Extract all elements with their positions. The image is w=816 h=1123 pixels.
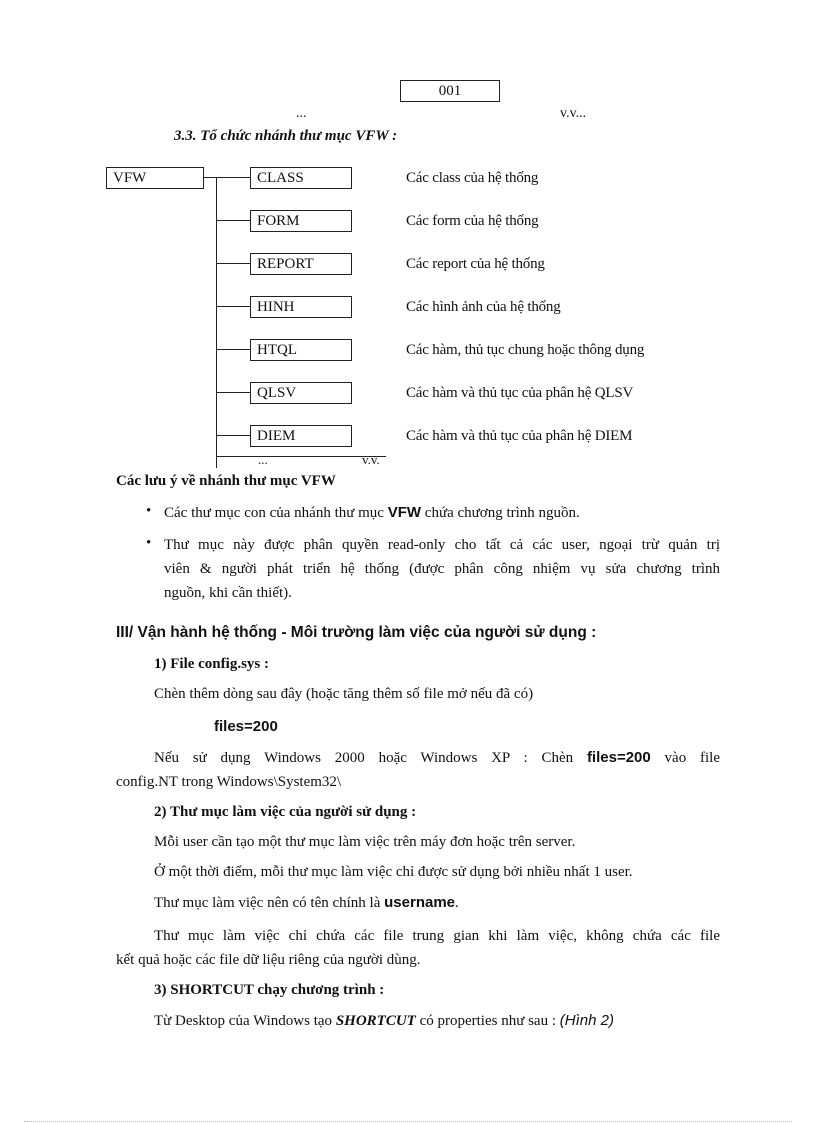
code-box: 001 [400, 80, 500, 102]
sub3-heading: 3) SHORTCUT chạy chương trình : [154, 982, 385, 998]
node-box: DIEM [250, 425, 352, 447]
node-desc: Các hàm và thủ tục của phân hệ QLSV [406, 385, 634, 401]
notes-heading: Các lưu ý về nhánh thư mục VFW [116, 473, 336, 489]
sub2-line5: kết quả hoặc các file dữ liệu riêng của người dùng. [116, 952, 421, 968]
branch [216, 263, 250, 264]
sub2-heading: 2) Thư mục làm việc của người sử dụng : [154, 804, 417, 820]
bullet-dot: • [146, 503, 152, 519]
bullet-dot: • [146, 535, 152, 551]
sub1-text: Chèn thêm dòng sau đây (hoặc tăng thêm số file mở nếu đã có) [154, 686, 534, 702]
node-desc: Các form của hệ thống [406, 213, 539, 229]
sub2-line4: Thư mục làm việc chỉ chứa các file trung gian khi làm việc, không chứa các file [154, 928, 720, 944]
node-box: REPORT [250, 253, 352, 275]
page-bottom-rule [24, 1121, 792, 1122]
sub1-code: files=200 [214, 718, 278, 735]
section-3-3-heading: 3.3. Tổ chức nhánh thư mục VFW : [174, 128, 398, 144]
node-box: HINH [250, 296, 352, 318]
node-desc: Các hình ảnh của hệ thống [406, 299, 561, 315]
sub2-line3: Thư mục làm việc nên có tên chính là username. [154, 894, 459, 911]
tree-root: VFW [106, 167, 204, 189]
note-bullet-1: Các thư mục con của nhánh thư mục VFW chứa chương trình nguồn. [164, 504, 580, 521]
node-desc: Các hàm và thủ tục của phân hệ DIEM [406, 428, 633, 444]
node-box: QLSV [250, 382, 352, 404]
node-desc: Các report của hệ thống [406, 256, 545, 272]
ellipsis-left: ... [296, 106, 307, 121]
sub1-para2: Nếu sử dụng Windows 2000 hoặc Windows XP : Chèn files=200 vào file [154, 749, 720, 766]
node-box: FORM [250, 210, 352, 232]
node-desc: Các hàm, thủ tục chung hoặc thông dụng [406, 342, 645, 358]
sub2-line1: Mỗi user cần tạo một thư mục làm việc trên máy đơn hoặc trên server. [154, 834, 576, 850]
node-box: CLASS [250, 167, 352, 189]
tree-more: ... [258, 452, 268, 467]
sub2-line2: Ở một thời điểm, mỗi thư mục làm việc chỉ được sử dụng bởi nhiều nhất 1 user. [154, 864, 633, 880]
branch [216, 220, 250, 221]
node-box: HTQL [250, 339, 352, 361]
etc-right: v.v... [560, 106, 587, 121]
branch [216, 435, 250, 436]
tree-more-etc: v.v. [362, 452, 380, 467]
branch [216, 306, 250, 307]
section-iii-heading: III/ Vận hành hệ thống - Môi trường làm việc của người sử dụng : [116, 624, 597, 641]
sub3-text: Từ Desktop của Windows tạo SHORTCUT có properties như sau : (Hình 2) [154, 1012, 614, 1029]
sub1-para2-line2: config.NT trong Windows\System32\ [116, 774, 342, 790]
sub1-heading: 1) File config.sys : [154, 656, 269, 672]
branch [216, 349, 250, 350]
node-desc: Các class của hệ thống [406, 170, 539, 186]
branch [216, 392, 250, 393]
more-branch [216, 456, 386, 457]
root-connector [204, 177, 250, 178]
